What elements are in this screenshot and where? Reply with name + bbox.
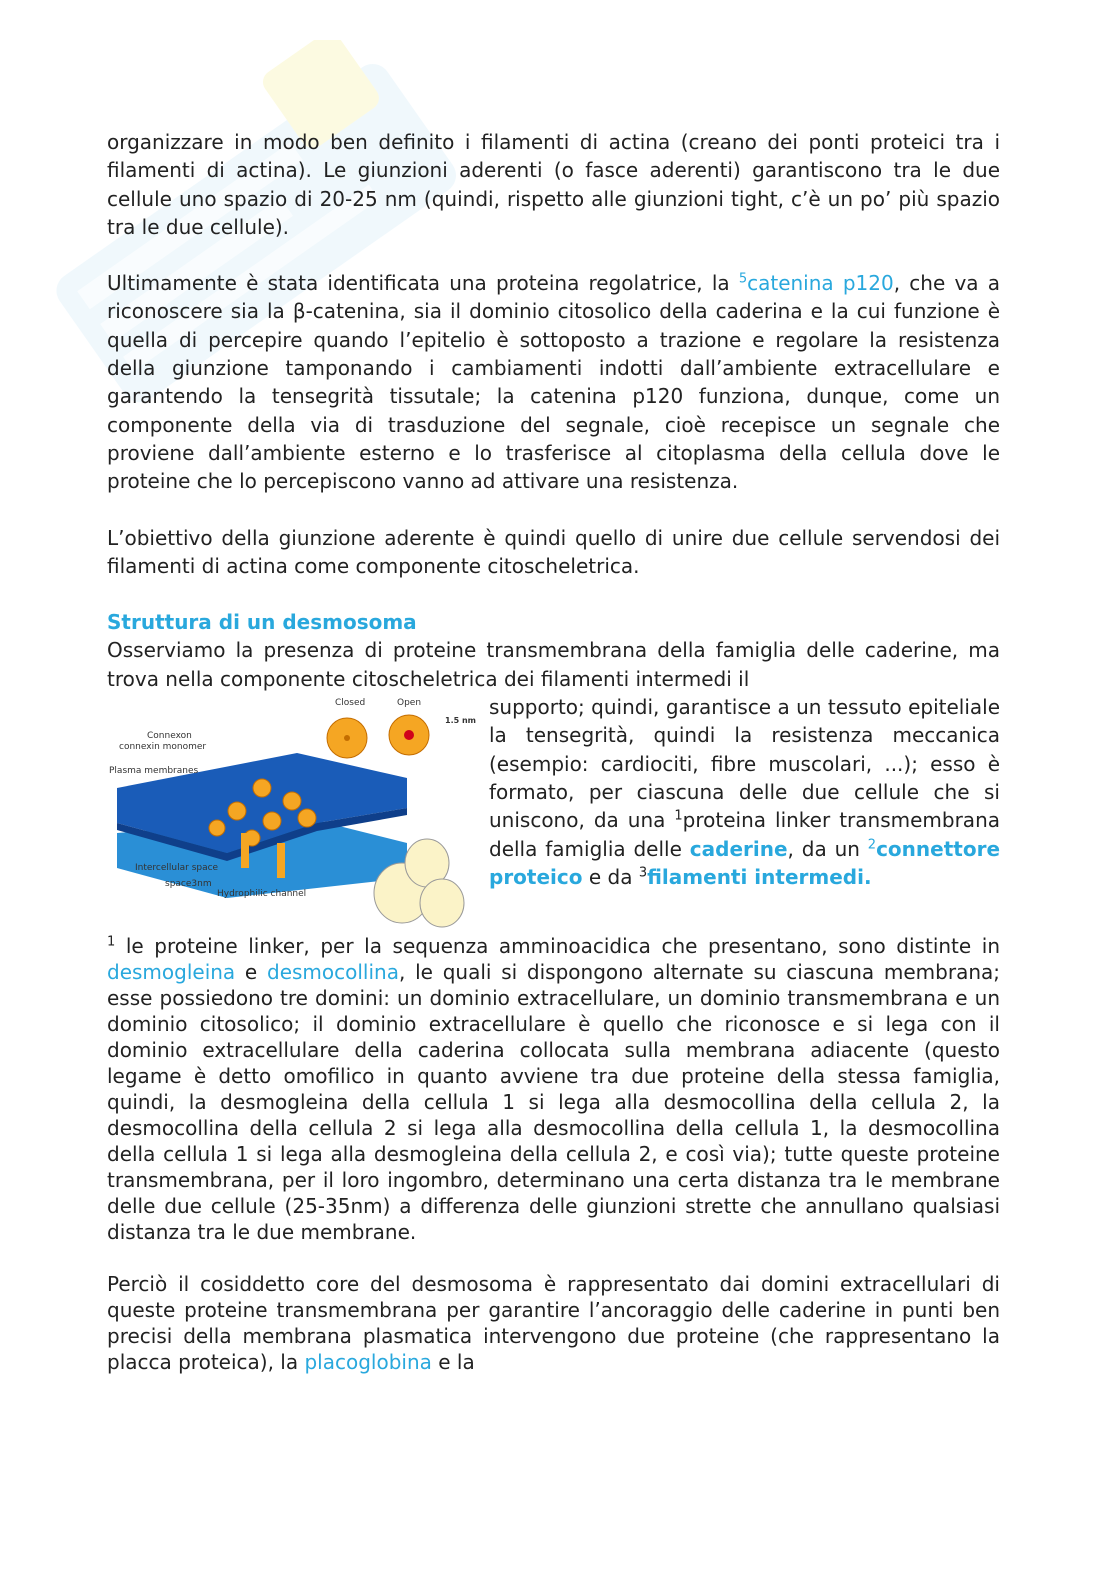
label-intercellular: Intercellular space (135, 863, 219, 874)
footnote-1: $^1$ le proteine linker, per la sequenza amminoacidica che presentano, sono distinte in desmogleina e desmocollina, le quali si dispongono alternate su ciascuna membrana; esse possiedono tre domini: un dominio extracellulare, un dominio transmembrana e un dominio citosolico; il dominio extracellulare è quello che riconosce e si lega con il dominio extracellulare della caderina collocata sulla membrana adiacente (questo legame è detto omofilico in quanto avviene tra due proteine della stessa famiglia, quindi, la desmogleina della cellula 1 si lega alla desmocollina della cellula 2, la desmocollina della cellula 2 si lega alla desmocollina della cellula 1, la desmocollina della cellula 1 si lega alla desmogleina della cellula 2, e così via); tutte queste proteine transmembrana, per il loro ingombro, determinano una certa distanza tra le membrane delle due cellule (25-35nm) a differenza delle giunzioni strette che annullano qualsiasi distanza tra le due membrane. Perciò il cosiddetto core del desmosoma è rappresentato dai domini extracellulari di queste proteine transmembrana per garantire l’ancoraggio delle caderine in punti ben precisi della membrana plasmatica intervengono due proteine (che rappresentano la placca proteica), la placoglobina e la (107, 934, 1000, 1375)
paragraph-5: Perciò il cosiddetto core del desmosoma è rappresentato dai domini extracellulari di queste proteine transmembrana per garantire l’ancoraggio delle caderine in punti ben precisi della membrana plasmatica intervengono due proteine (che rappresentano la placca proteica), la placoglobina e la (107, 1272, 1000, 1375)
footnote-ref-5: 5 (738, 271, 748, 287)
closed-connexon-icon (327, 718, 367, 758)
label-monomer: connexin monomer (119, 742, 207, 753)
label-hydrophilic: Hydrophilic channel (217, 889, 307, 900)
paragraph-4-intro: Osserviamo la presenza di proteine transmembrana della famiglia delle caderine, ma trova nella componente citoscheletrica dei filamenti intermedi il (107, 638, 1000, 691)
section-heading: Struttura di un desmosoma (107, 610, 417, 635)
open-connexon-icon (389, 715, 429, 755)
paragraph-1: organizzare in modo ben definito i filamenti di actina (creano dei ponti proteici tra i filamenti di actina). Le giunzioni aderenti (o fasce aderenti) garantiscono tra le due cellule uno spazio di 20-25 nm (quindi, rispetto alle giunzioni tight, c’è un po’ più spazio tra le due cellule). (107, 130, 1000, 239)
keyword-caderine: caderine (689, 836, 788, 861)
link-placoglobina[interactable]: placoglobina (304, 1350, 432, 1375)
keyword-connettore-proteico: connettore proteico (489, 836, 1000, 889)
document-body (107, 128, 1000, 1375)
label-nm: 1.5 nm (445, 716, 476, 726)
label-plasma: Plasma membranes (109, 766, 199, 777)
desmosome-figure (107, 693, 477, 933)
link-catenina-p120[interactable]: catenina p120 (747, 271, 894, 296)
gap-junction-illustration (107, 693, 477, 933)
label-connexon: Connexon (147, 731, 192, 742)
figure-block (107, 693, 1000, 933)
keyword-filamenti-intermedi: filamenti intermedi. (647, 864, 872, 889)
link-desmocollina[interactable]: desmocollina (267, 960, 399, 985)
label-space: space3nm (165, 879, 212, 890)
paragraph-4-side: supporto; quindi, garantisce a un tessuto epiteliale la tensegrità, quindi la resistenza meccanica (esempio: cardiociti, fibre muscolari, ...); esso è formato, per ciascuna delle due cellule che si uniscono, da una $^1$proteina linker transmembrana della famiglia delle caderine, da un $^2$connettore proteico e da $^3$filamenti intermedi. (489, 695, 1000, 889)
label-open: Open (397, 698, 422, 709)
paragraph-3: L’obiettivo della giunzione aderente è quindi quello di unire due cellule servendosi dei filamenti di actina come componente citoscheletrica. (107, 525, 1000, 578)
paragraph-2: Ultimamente è stata identificata una proteina regolatrice, la $^5$catenina p120, che va a riconoscere sia la β-catenina, sia il dominio citosolico della caderina e la cui funzione è quella di percepire quando l’epitelio è sottoposto a trazione e regolare la resistenza della giunzione tamponando i cambiamenti indotti dall’ambiente extracellulare e garantendo la tensegrità tissutale; la catenina p120 funziona, dunque, come un componente della via di trasduzione del segnale, cioè recepisce un segnale che proviene dall’ambiente esterno e lo trasferisce al citoplasma della cellula dove le proteine che lo percepiscono vanno ad attivare una resistenza. (107, 271, 1000, 494)
label-closed: Closed (335, 698, 366, 709)
link-desmogleina[interactable]: desmogleina (107, 960, 236, 985)
